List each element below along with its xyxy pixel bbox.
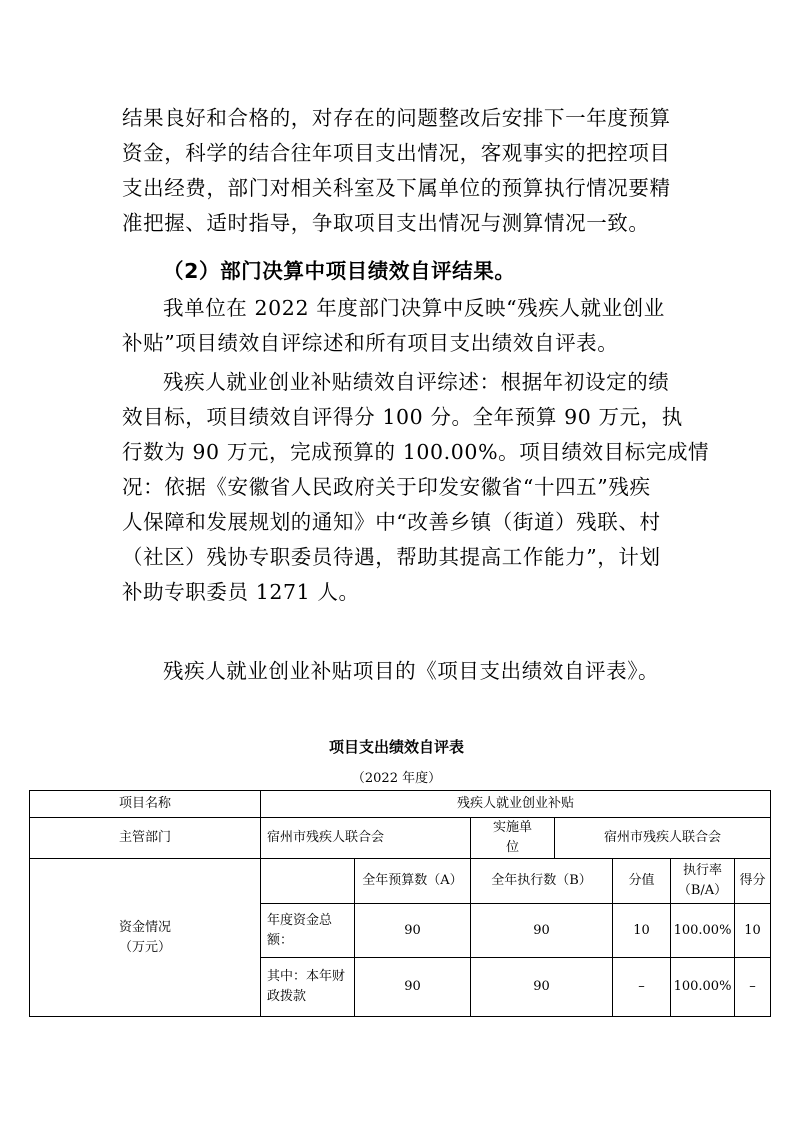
section-heading-block <box>122 254 682 289</box>
text-line: 行数为 90 万元，完成预算的 100.00%。项目绩效目标完成情 <box>122 440 710 464</box>
impl-label-line: 实施单 <box>492 820 532 835</box>
text-line: 残疾人就业创业补贴项目的《项目支出绩效自评表》。 <box>163 659 660 683</box>
text-line: 准把握、适时指导，争取项目支出情况与测算情况一致。 <box>122 211 650 235</box>
funds-label-line: 资金情况 <box>118 919 171 935</box>
row-label <box>261 958 355 1017</box>
table-header-row <box>30 859 771 904</box>
score-value-header: 分值 <box>613 859 671 904</box>
row-label-line: 额： <box>267 932 294 948</box>
text-line: 况：依据《安徽省人民政府关于印发安徽省“十四五”残疾 <box>122 475 651 499</box>
impl-label-line: 位 <box>505 840 519 855</box>
score-header: 得分 <box>735 859 771 904</box>
text-line: 我单位在 2022 年度部门决算中反映“残疾人就业创业 <box>163 296 665 320</box>
score-cell: 10 <box>735 904 771 958</box>
table-year: （2022 年度） <box>351 771 442 786</box>
funds-label <box>30 859 261 1017</box>
table-row <box>30 791 771 818</box>
rate-header-line: 执行率 <box>682 863 722 878</box>
budget-header: 全年预算数（A） <box>355 859 471 904</box>
project-name-value: 残疾人就业创业补贴 <box>261 791 771 818</box>
text-line: 残疾人就业创业补贴绩效自评综述：根据年初设定的绩 <box>163 370 670 394</box>
budget-cell: 90 <box>355 904 471 958</box>
dept-label: 主管部门 <box>30 818 261 859</box>
score-value-cell: 10 <box>613 904 671 958</box>
text-line: 结果良好和合格的，对存在的问题整改后安排下一年度预算 <box>122 106 671 130</box>
paragraph-block-4 <box>122 654 682 689</box>
row-label-line: 年度资金总 <box>267 912 333 928</box>
exec-header: 全年执行数（B） <box>471 859 613 904</box>
row-label-line: 其中：本年财 <box>267 969 346 984</box>
empty-header-cell <box>261 859 355 904</box>
budget-cell: 90 <box>355 958 471 1017</box>
text-line: （社区）残协专职委员待遇，帮助其提高工作能力”，计划 <box>122 545 661 569</box>
rate-cell: 100.00% <box>671 904 735 958</box>
exec-cell: 90 <box>471 958 613 1017</box>
text-line: 资金，科学的结合往年项目支出情况，客观事实的把控项目 <box>122 141 671 165</box>
exec-cell: 90 <box>471 904 613 958</box>
text-line: 人保障和发展规划的通知》中“改善乡镇（街道）残联、村 <box>122 510 661 534</box>
funds-label-line: （万元） <box>118 939 171 955</box>
row-label <box>261 904 355 958</box>
table-title: 项目支出绩效自评表 <box>328 738 464 756</box>
text-line: 补助专职委员 1271 人。 <box>122 580 360 604</box>
performance-table <box>29 790 771 1017</box>
paragraph-block-2 <box>122 291 682 361</box>
score-cell: – <box>735 958 771 1017</box>
table-row <box>30 818 771 859</box>
text-line: 支出经费，部门对相关科室及下属单位的预算执行情况要精 <box>122 176 671 200</box>
rate-header-line: （B/A） <box>677 883 728 898</box>
paragraph-block-3 <box>122 365 710 610</box>
impl-unit-label <box>471 818 555 859</box>
impl-unit-value: 宿州市残疾人联合会 <box>555 818 771 859</box>
dept-value: 宿州市残疾人联合会 <box>261 818 471 859</box>
project-name-label: 项目名称 <box>30 791 261 818</box>
score-value-cell: – <box>613 958 671 1017</box>
row-label-line: 政拨款 <box>267 989 307 1004</box>
text-line: 补贴”项目绩效自评综述和所有项目支出绩效自评表。 <box>122 331 619 355</box>
section-heading: （2）部门决算中项目绩效自评结果。 <box>163 259 516 283</box>
text-line: 效目标，项目绩效自评得分 100 分。全年预算 90 万元，执 <box>122 405 683 429</box>
paragraph-block-1 <box>122 101 682 241</box>
rate-cell: 100.00% <box>671 958 735 1017</box>
rate-header <box>671 859 735 904</box>
